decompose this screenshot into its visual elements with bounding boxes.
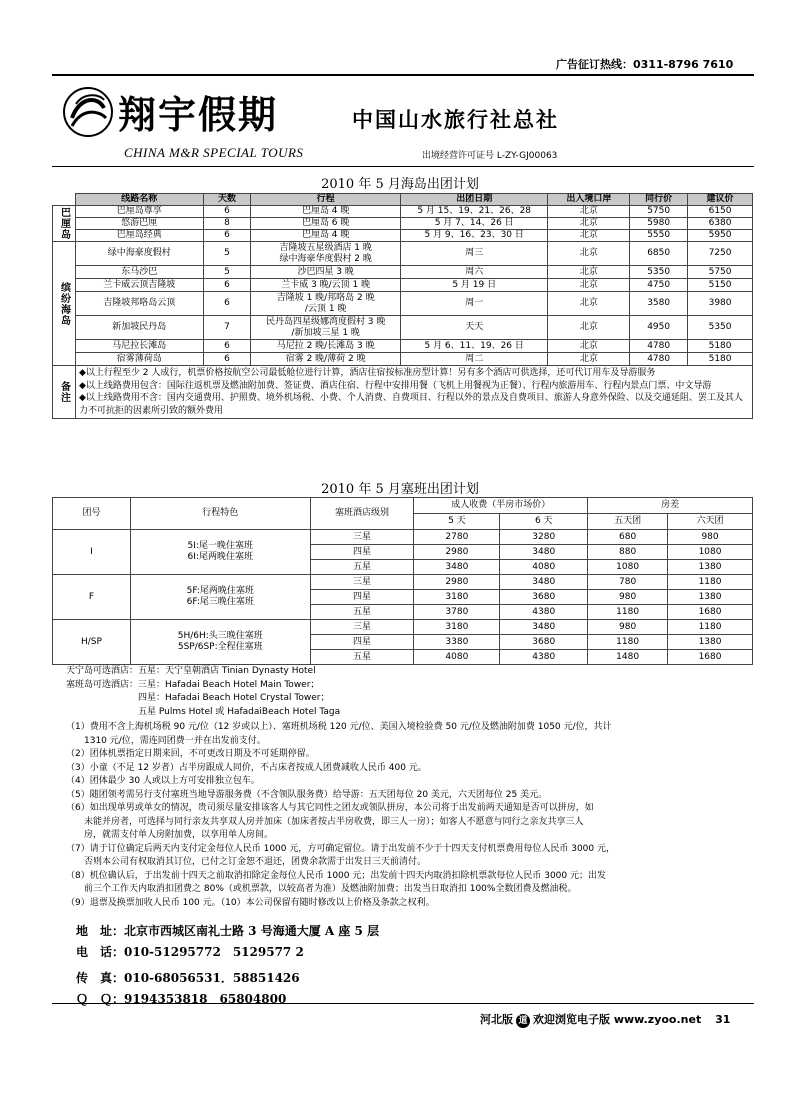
header-hotel-level: 塞班酒店级别 xyxy=(310,498,414,530)
group-code: I xyxy=(53,530,131,575)
single-6d: 1380 xyxy=(668,560,753,575)
price-5d: 3480 xyxy=(414,560,500,575)
hotel-level: 三星 xyxy=(310,530,414,545)
itinerary: 宿雾 2 晚/薄荷 2 晚 xyxy=(251,353,401,366)
single-5d: 1080 xyxy=(588,560,668,575)
term-line: （6）如出现单男或单女的情况，贵司须尽量安排该客人与其它同性之团友或领队拼房，本公司将于出发前两天通知是否可以拼房，如 xyxy=(66,803,594,813)
hotel-line: 塞班岛可选酒店：三星：Hafadai Beach Hotel Main Tower； xyxy=(66,679,320,690)
english-name: CHINA M&R SPECIAL TOURS xyxy=(124,145,304,160)
single-5d: 680 xyxy=(588,530,668,545)
route-name: 吉隆坡邦咯岛云顶 xyxy=(75,292,203,316)
port: 北京 xyxy=(548,279,630,292)
port: 北京 xyxy=(548,206,630,218)
term-line: （5）随团领考需另行支付塞班当地导游服务费（不含领队服务费）给导游：五天团每位 20 美元，六天团每位 25 美元。 xyxy=(66,789,548,800)
term-line: 未能并房者，可选择与同行亲友共享双人房并加床（加床者按占半房收费，即三人一房）；如客人不愿意与同行之亲友共享三人 xyxy=(66,816,584,827)
term-line: （4）团体最少 30 人或以上方可安排独立包车。 xyxy=(66,776,260,786)
price: 7250 xyxy=(688,242,753,266)
qq: Ｑ Ｑ：9194353818 65804800 xyxy=(76,992,287,1006)
dates: 周三 xyxy=(400,242,548,266)
price-5d: 3180 xyxy=(414,620,500,635)
route-name: 马尼拉长滩岛 xyxy=(75,340,203,353)
note-item: ◆以上线路费用包含：国际往返机票及燃油附加费、签证费、酒店住宿、行程中安排用餐（飞机上用餐视为正餐）、行程内旅游用车、行程内景点门票、中文导游 xyxy=(78,380,712,391)
table-row xyxy=(53,353,753,366)
price: 6380 xyxy=(688,218,753,230)
port: 北京 xyxy=(548,218,630,230)
ad-hotline: 广告征订热线：0311-8796 7610 xyxy=(556,58,734,71)
term-line: （8）机位确认后，于出发前十四天之前取消扣除定金每位人民币 1000 元；出发前十四天内取消扣除机票款每位人民币 3000 元；出发 xyxy=(66,870,606,881)
route-name: 绿中海豪度假村 xyxy=(75,242,203,266)
price-5d: 4080 xyxy=(414,650,500,665)
itinerary: 巴厘岛 6 晚 xyxy=(251,218,401,230)
header-itinerary: 行程 xyxy=(251,194,401,206)
saipan-plan-title: 2010 年 5 月塞班出团计划 xyxy=(321,482,479,497)
single-5d: 1480 xyxy=(588,650,668,665)
peer-price: 4950 xyxy=(630,316,688,340)
itinerary: 兰卡威 3 晚/云顶 1 晚 xyxy=(251,279,401,292)
route-name: 悠游巴厘 xyxy=(75,218,203,230)
page-footer xyxy=(480,1011,730,1028)
address: 地 址：北京市西城区南礼士路 3 号海通大厦 A 座 5 层 xyxy=(76,924,380,938)
peer-price: 5750 xyxy=(630,206,688,218)
term-line: （9）退票及换票加收人民币 100 元。（10）本公司保留有随时修改以上价格及条款之权利。 xyxy=(66,897,435,908)
route-name: 兰卡威云顶吉隆坡 xyxy=(75,279,203,292)
term-line: 1310 元/位，需连同团费一并在出发前支付。 xyxy=(66,735,266,746)
header-dates: 出团日期 xyxy=(400,194,548,206)
days: 6 xyxy=(203,230,251,242)
price: 5350 xyxy=(688,316,753,340)
region-notes: 备注 xyxy=(53,366,76,419)
table-row xyxy=(53,206,753,218)
itinerary: 马尼拉 2 晚/长滩岛 3 晚 xyxy=(251,340,401,353)
peer-price: 5980 xyxy=(630,218,688,230)
price: 3980 xyxy=(688,292,753,316)
itinerary: 吉隆坡五星级酒店 1 晚 绿中海豪华度假村 2 晚 xyxy=(251,242,401,266)
hotel-line: 天宁岛可选酒店：五星：天宁皇朝酒店 Tinian Dynasty Hotel xyxy=(66,666,316,676)
days: 6 xyxy=(203,353,251,366)
itinerary: 民丹岛四星级娜湾度假村 3 晚 /新加坡三星 1 晚 xyxy=(251,316,401,340)
region-islands: 缤纷海岛 xyxy=(53,242,76,366)
group-feature xyxy=(130,530,310,575)
price-6d: 4380 xyxy=(500,650,588,665)
hotel-line: 四星：Hafadai Beach Hotel Crystal Tower； xyxy=(66,693,330,703)
price-5d: 3180 xyxy=(414,590,500,605)
table-row xyxy=(53,620,753,635)
price: 5180 xyxy=(688,353,753,366)
header-price: 建议价 xyxy=(688,194,753,206)
table-row xyxy=(53,530,753,545)
price: 6150 xyxy=(688,206,753,218)
days: 6 xyxy=(203,292,251,316)
peer-price: 3580 xyxy=(630,292,688,316)
days: 8 xyxy=(203,218,251,230)
hotel-level: 五星 xyxy=(310,605,414,620)
dates: 5 月 9、16、23、30 日 xyxy=(400,230,548,242)
port: 北京 xyxy=(548,316,630,340)
itinerary: 沙巴四星 3 晚 xyxy=(251,266,401,279)
itinerary: 巴厘岛 4 晚 xyxy=(251,230,401,242)
price-5d: 2980 xyxy=(414,575,500,590)
price-5d: 3780 xyxy=(414,605,500,620)
island-plan-title: 2010 年 5 月海岛出团计划 xyxy=(321,177,479,192)
dates: 5 月 15、19、21、26、28 xyxy=(400,206,548,218)
itinerary: 巴厘岛 4 晚 xyxy=(251,206,401,218)
terms-list xyxy=(66,721,756,910)
peer-price: 6850 xyxy=(630,242,688,266)
single-6d: 1680 xyxy=(668,605,753,620)
footer-divider xyxy=(52,1003,754,1004)
header-single-supplement: 房差 xyxy=(588,498,753,514)
header-6-day-group: 六天团 xyxy=(668,514,753,530)
notes-cell xyxy=(75,366,752,419)
term-line: （3）小童（不足 12 岁者）占半房跟成人同价，不占床者按成人团费减收人民币 400 元。 xyxy=(66,762,427,773)
hotel-level: 五星 xyxy=(310,650,414,665)
company-logo-icon xyxy=(62,86,114,138)
term-line: 房，就需支付单人房附加费，以享用单人房间。 xyxy=(66,830,274,840)
page-number: 31 xyxy=(715,1013,731,1026)
brand-name: 翔宇假期 xyxy=(118,92,279,137)
price: 5150 xyxy=(688,279,753,292)
header-divider xyxy=(52,166,754,167)
price-6d: 3280 xyxy=(500,530,588,545)
dates: 周一 xyxy=(400,292,548,316)
days: 6 xyxy=(203,340,251,353)
single-5d: 1180 xyxy=(588,635,668,650)
route-name: 宿雾薄荷岛 xyxy=(75,353,203,366)
hotel-level: 三星 xyxy=(310,620,414,635)
price-6d: 3680 xyxy=(500,590,588,605)
group-feature xyxy=(130,575,310,620)
price: 5950 xyxy=(688,230,753,242)
table-row xyxy=(53,575,753,590)
table-row xyxy=(53,218,753,230)
peer-price: 5350 xyxy=(630,266,688,279)
edition-label: 河北版 xyxy=(480,1013,513,1026)
port: 北京 xyxy=(548,340,630,353)
hotel-line: 五星 Pulms Hotel 或 HafadaiBeach Hotel Taga xyxy=(66,706,341,717)
feature-line: 5H/6H:头三晚住塞班 xyxy=(177,631,263,641)
peer-price: 4750 xyxy=(630,279,688,292)
price-6d: 3480 xyxy=(500,575,588,590)
single-6d: 1380 xyxy=(668,635,753,650)
fax: 传 真：010-68056531．58851426 xyxy=(76,971,300,985)
table-row xyxy=(53,340,753,353)
dates: 天天 xyxy=(400,316,548,340)
term-line: 前三个工作天内取消扣团费之 80%（或机票款，以较高者为准）及燃油附加费；出发当日取消扣 100%全数团费及燃油税。 xyxy=(66,884,577,894)
dates: 周二 xyxy=(400,353,548,366)
hotel-level: 四星 xyxy=(310,590,414,605)
header-route: 线路名称 xyxy=(75,194,203,206)
header-days: 天数 xyxy=(203,194,251,206)
phone: 电 话：010-51295772 5129577 2 xyxy=(76,945,304,959)
saipan-tour-table xyxy=(52,497,753,665)
port: 北京 xyxy=(548,242,630,266)
feature-line: 5I:尾一晚住塞班 xyxy=(187,541,253,551)
route-name: 新加坡民丹岛 xyxy=(75,316,203,340)
hotel-level: 四星 xyxy=(310,545,414,560)
route-name: 巴厘岛经典 xyxy=(75,230,203,242)
dates: 5 月 7、14、26 日 xyxy=(400,218,548,230)
days: 7 xyxy=(203,316,251,340)
price: 5750 xyxy=(688,266,753,279)
group-feature xyxy=(130,620,310,665)
badge-icon: 道 xyxy=(516,1014,530,1028)
days: 6 xyxy=(203,206,251,218)
hotel-options xyxy=(66,665,340,719)
term-line: （2）团体机票指定日期来回，不可更改日期及不可延期停留。 xyxy=(66,749,315,759)
single-5d: 780 xyxy=(588,575,668,590)
company-name: 中国山水旅行社总社 xyxy=(352,107,559,132)
header-5-day-group: 五天团 xyxy=(588,514,668,530)
days: 6 xyxy=(203,279,251,292)
table-row xyxy=(53,242,753,266)
table-row xyxy=(53,279,753,292)
price-5d: 2980 xyxy=(414,545,500,560)
price-5d: 3380 xyxy=(414,635,500,650)
table-header-row xyxy=(53,194,753,206)
group-code: F xyxy=(53,575,131,620)
feature-line: 6F:尾三晚住塞班 xyxy=(186,597,254,607)
table-row xyxy=(53,230,753,242)
dates: 5 月 19 日 xyxy=(400,279,548,292)
dates: 周六 xyxy=(400,266,548,279)
dates: 5 月 6、11、19、26 日 xyxy=(400,340,548,353)
region-bali: 巴厘岛 xyxy=(53,206,76,242)
hotel-level: 四星 xyxy=(310,635,414,650)
port: 北京 xyxy=(548,266,630,279)
port: 北京 xyxy=(548,230,630,242)
header-port: 出入境口岸 xyxy=(548,194,630,206)
table-row xyxy=(53,266,753,279)
days: 5 xyxy=(203,266,251,279)
note-item: ◆以上线路费用不含：国内交通费用、护照费、境外机场税、小费、个人消费、自费项目、行程以外的景点及自费项目、旅游人身意外保险、以及交通延阻、罢工及其人力不可抗拒的因素所引致的额外费用 xyxy=(78,393,743,416)
price-6d: 3480 xyxy=(500,545,588,560)
term-line: 否则本公司有权取消其订位，已付之订金恕不退还，团费余款需于出发日三天前清付。 xyxy=(66,857,427,867)
table-header-row xyxy=(53,498,753,514)
port: 北京 xyxy=(548,353,630,366)
term-line: （7）请于订位确定后两天内支付定金每位人民币 1000 元，方可确定留位。请于出发前不少于十四天支付机票费用每位人民币 3000 元， xyxy=(66,843,615,854)
contact-info xyxy=(76,921,379,1010)
license-number: 出境经营许可证号 L-ZY-GJ00063 xyxy=(422,151,558,161)
price-6d: 4080 xyxy=(500,560,588,575)
peer-price: 4780 xyxy=(630,353,688,366)
price-5d: 2780 xyxy=(414,530,500,545)
route-name: 巴厘岛尊享 xyxy=(75,206,203,218)
note-item: ◆以上行程至少 2 人成行，机票价格按航空公司最低舱位进行计算，酒店住宿按标准房型计算！另有多个酒店可供选择，还可代订用车及导游服务 xyxy=(78,368,656,378)
header-adult-price: 成人收费（半房市场价） xyxy=(414,498,588,514)
header-6-days: 6 天 xyxy=(500,514,588,530)
table-row xyxy=(53,292,753,316)
header-5-days: 5 天 xyxy=(414,514,500,530)
price-6d: 3680 xyxy=(500,635,588,650)
price-6d: 3480 xyxy=(500,620,588,635)
single-5d: 880 xyxy=(588,545,668,560)
term-line: （1）费用不含上海机场税 90 元/位（12 岁或以上）、塞班机场税 120 元/位、美国入境检验费 50 元/位及燃油附加费 1050 元/位，共计 xyxy=(66,722,612,732)
single-6d: 1180 xyxy=(668,575,753,590)
header-peer-price: 同行价 xyxy=(630,194,688,206)
island-tour-table xyxy=(52,193,753,419)
peer-price: 5550 xyxy=(630,230,688,242)
itinerary: 吉隆坡 1 晚/邦咯岛 2 晚 /云顶 1 晚 xyxy=(251,292,401,316)
price: 5180 xyxy=(688,340,753,353)
single-6d: 1380 xyxy=(668,590,753,605)
website-link[interactable]: 欢迎浏览电子版 www.zyoo.net xyxy=(533,1013,702,1026)
single-5d: 1180 xyxy=(588,605,668,620)
price-6d: 4380 xyxy=(500,605,588,620)
hotel-level: 三星 xyxy=(310,575,414,590)
feature-line: 5SP/6SP:全程住塞班 xyxy=(177,642,263,652)
feature-line: 6I:尾两晚住塞班 xyxy=(187,552,253,562)
group-code: H/SP xyxy=(53,620,131,665)
single-5d: 980 xyxy=(588,620,668,635)
feature-line: 5F:尾两晚住塞班 xyxy=(186,586,254,596)
hotel-level: 五星 xyxy=(310,560,414,575)
single-6d: 1680 xyxy=(668,650,753,665)
single-6d: 1180 xyxy=(668,620,753,635)
top-divider xyxy=(52,74,754,76)
table-row xyxy=(53,316,753,340)
single-5d: 980 xyxy=(588,590,668,605)
peer-price: 4780 xyxy=(630,340,688,353)
single-6d: 980 xyxy=(668,530,753,545)
port: 北京 xyxy=(548,292,630,316)
single-6d: 1080 xyxy=(668,545,753,560)
header-group: 团号 xyxy=(53,498,131,530)
header-feature: 行程特色 xyxy=(130,498,310,530)
route-name: 东马沙巴 xyxy=(75,266,203,279)
header-empty xyxy=(53,194,76,206)
notes-row xyxy=(53,366,753,419)
days: 5 xyxy=(203,242,251,266)
